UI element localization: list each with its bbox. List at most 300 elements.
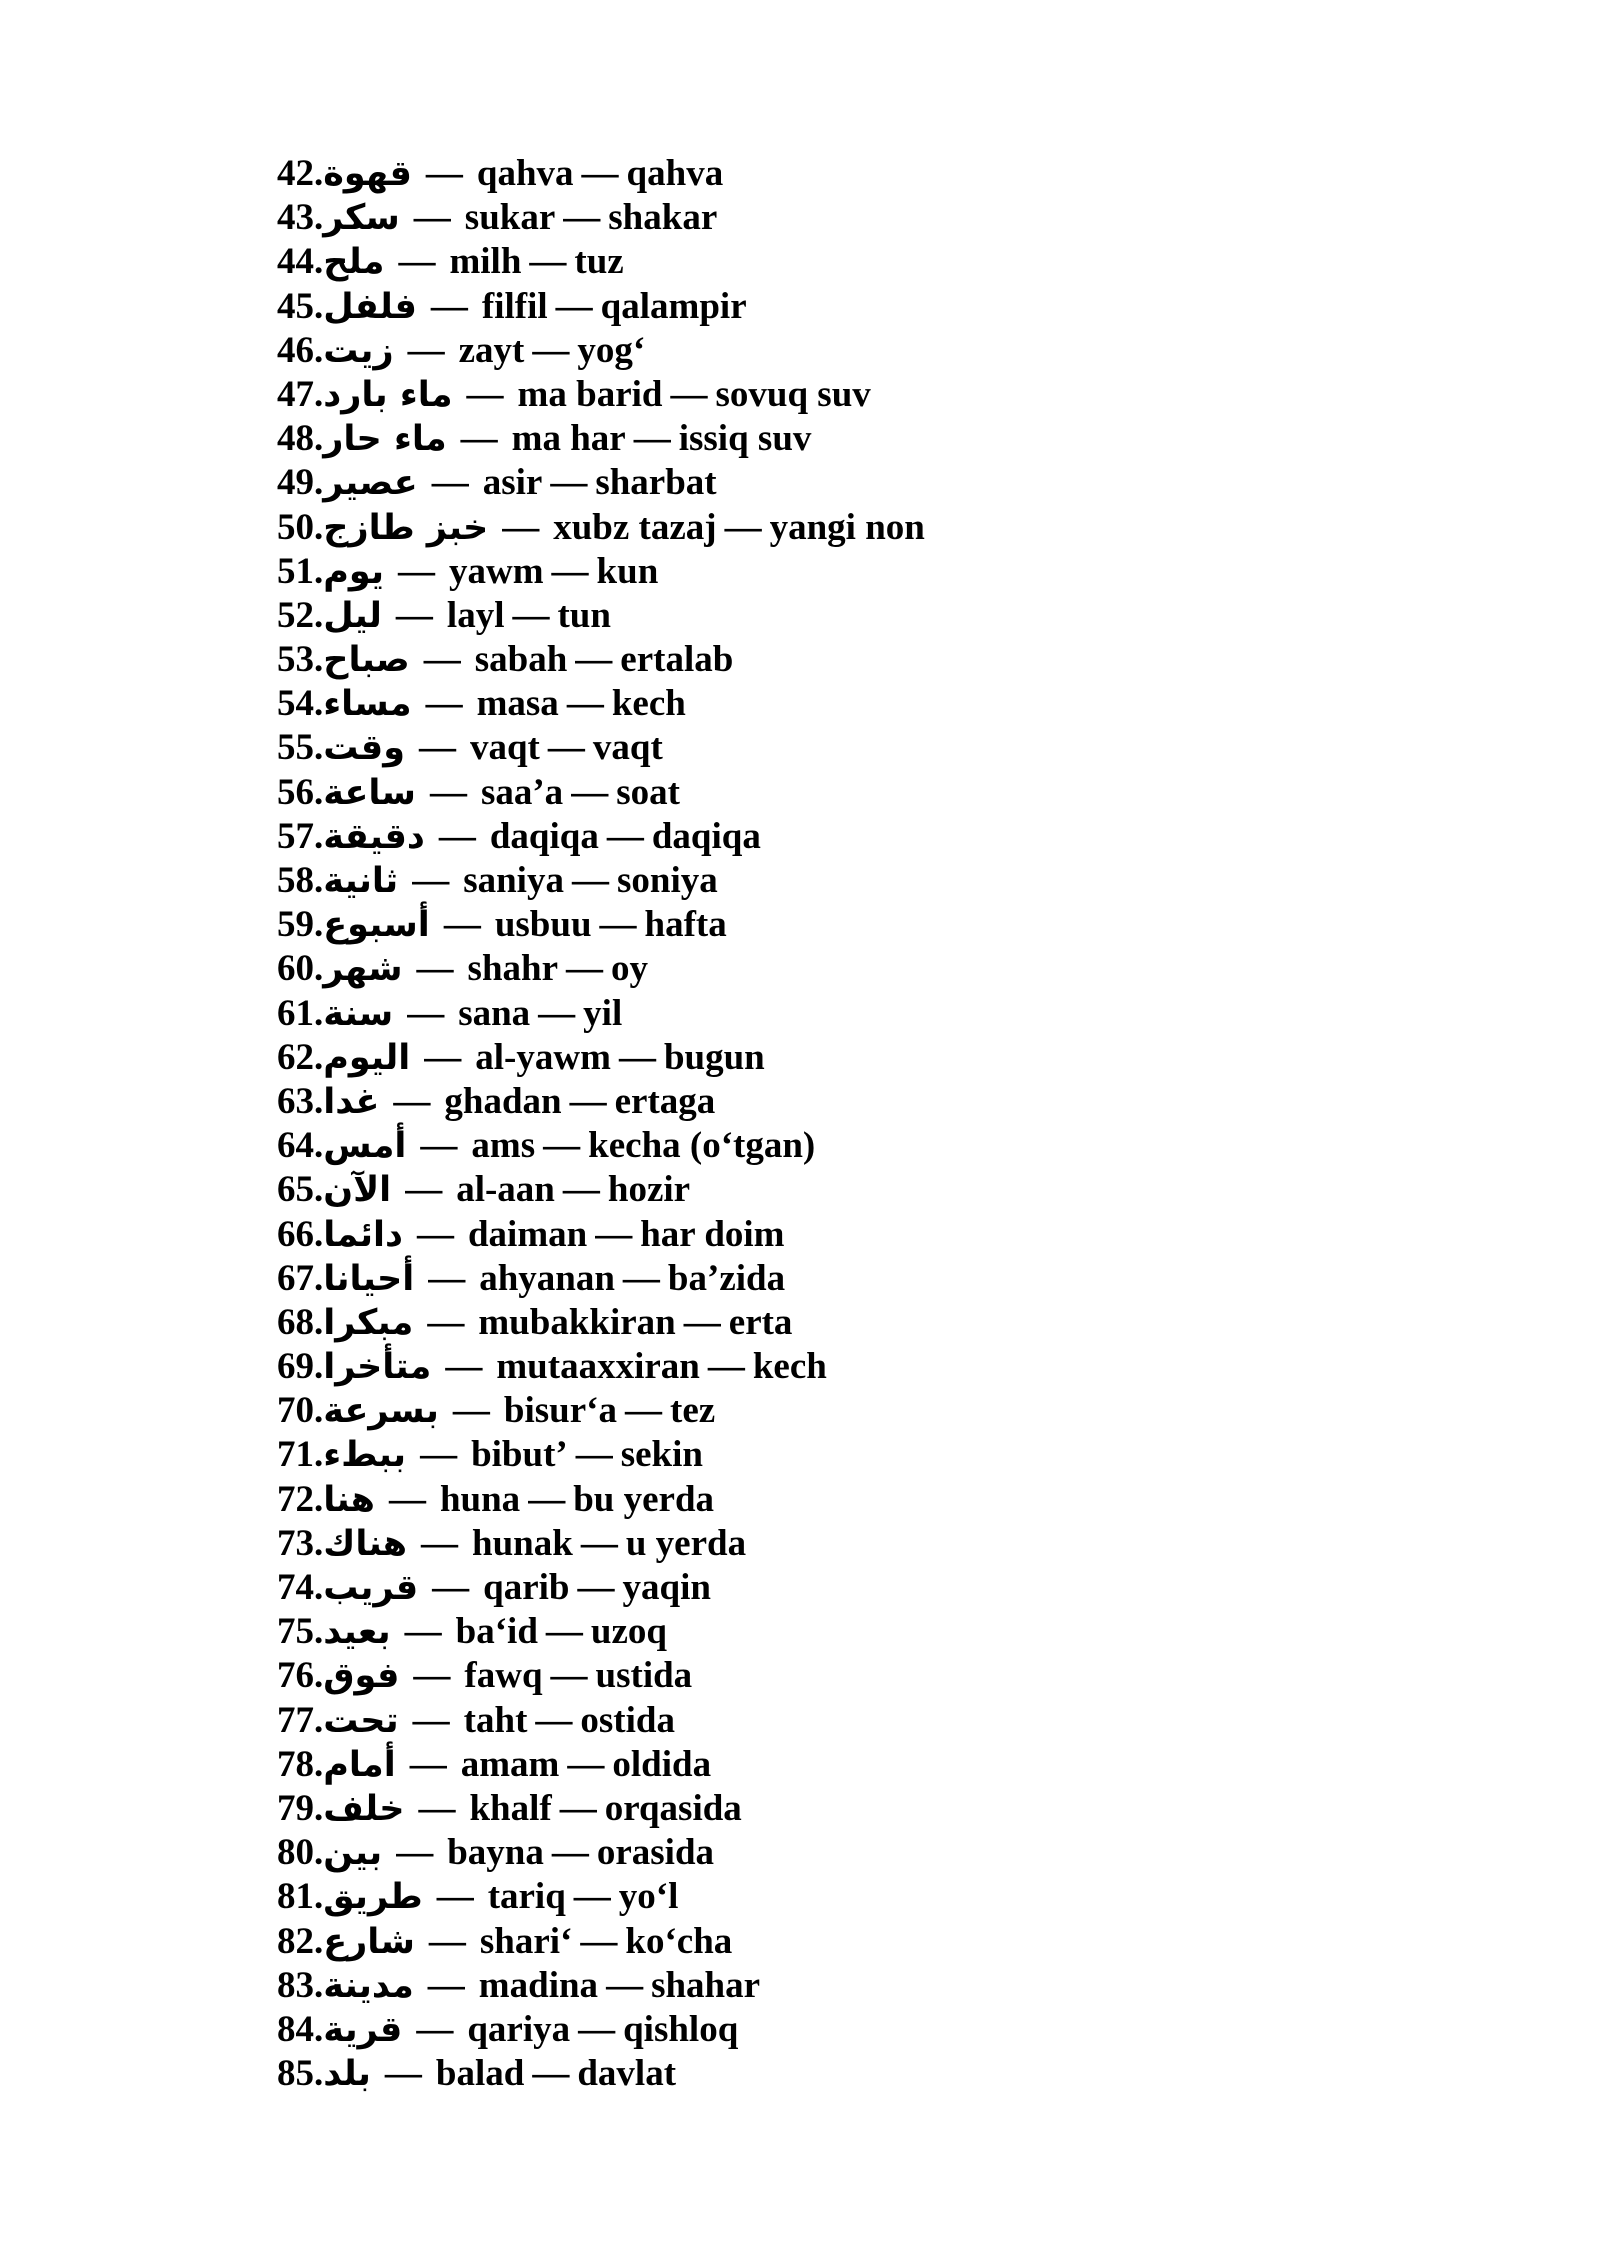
- uzbek-translation: sekin: [620, 1434, 703, 1476]
- dash-separator: —: [432, 1567, 470, 1608]
- dash-separator: —: [466, 373, 504, 415]
- dash-separator: —: [424, 1036, 462, 1078]
- dash-separator: —: [580, 1522, 618, 1564]
- transliteration: usbuu: [494, 904, 592, 946]
- uzbek-translation: ustida: [595, 1655, 693, 1697]
- vocab-entry: [277, 1699, 925, 1743]
- dash-separator: —: [625, 1390, 662, 1432]
- uzbek-translation: yog‘: [577, 329, 646, 371]
- transliteration: balad: [435, 2053, 525, 2095]
- dash-separator: —: [428, 1920, 466, 1962]
- uzbek-translation: ko‘cha: [625, 1920, 733, 1962]
- transliteration: ma har: [511, 418, 626, 460]
- vocabulary-list: [277, 152, 925, 2096]
- transliteration: vaqt: [469, 727, 540, 769]
- vocab-entry: [277, 1301, 925, 1345]
- entry-number: 73.: [277, 1522, 324, 1564]
- dash-separator: —: [547, 727, 585, 769]
- entry-number: 52.: [277, 594, 324, 636]
- dash-separator: —: [550, 1655, 588, 1697]
- uzbek-translation: bu yerda: [573, 1478, 715, 1520]
- dash-separator: —: [420, 1125, 458, 1167]
- uzbek-translation: kun: [596, 550, 659, 592]
- vocab-entry: [277, 1654, 925, 1698]
- arabic-word: أحيانا: [323, 1258, 415, 1299]
- dash-separator: —: [599, 904, 637, 946]
- arabic-word: خلف: [323, 1788, 405, 1829]
- dash-separator: —: [443, 904, 481, 946]
- dash-separator: —: [606, 1964, 644, 2006]
- dash-separator: —: [430, 285, 468, 327]
- dash-separator: —: [416, 948, 454, 990]
- dash-separator: —: [670, 373, 708, 415]
- uzbek-translation: issiq suv: [678, 418, 812, 460]
- entry-number: 85.: [277, 2053, 324, 2095]
- arabic-word: قرية: [323, 2009, 403, 2050]
- dash-separator: —: [566, 683, 604, 725]
- transliteration: mutaaxxiran: [496, 1346, 700, 1388]
- dash-separator: —: [409, 1743, 447, 1785]
- dash-separator: —: [633, 418, 671, 460]
- entry-number: 46.: [277, 329, 324, 371]
- uzbek-translation: ostida: [580, 1699, 675, 1741]
- arabic-word: متأخرا: [323, 1347, 432, 1388]
- transliteration: qarib: [483, 1567, 570, 1608]
- uzbek-translation: vaqt: [592, 727, 663, 769]
- arabic-word: تحت: [323, 1700, 399, 1741]
- entry-number: 59.: [277, 904, 324, 946]
- entry-number: 69.: [277, 1346, 324, 1388]
- dash-separator: —: [418, 727, 456, 769]
- dash-separator: —: [393, 1080, 431, 1122]
- dash-separator: —: [404, 1611, 442, 1653]
- transliteration: yawm: [449, 550, 544, 592]
- vocab-entry: [277, 1036, 925, 1080]
- entry-number: 44.: [277, 241, 324, 283]
- entry-number: 78.: [277, 1743, 324, 1785]
- uzbek-translation: tez: [670, 1390, 716, 1432]
- entry-number: 64.: [277, 1125, 324, 1167]
- transliteration: ma barid: [517, 373, 663, 415]
- transliteration: ams: [471, 1125, 536, 1167]
- transliteration: khalf: [469, 1787, 552, 1829]
- dash-separator: —: [412, 860, 450, 901]
- dash-separator: —: [550, 462, 588, 504]
- dash-separator: —: [445, 1346, 483, 1388]
- arabic-word: ملح: [323, 242, 385, 283]
- transliteration: huna: [439, 1478, 521, 1520]
- uzbek-translation: shakar: [608, 197, 718, 239]
- dash-separator: —: [416, 1213, 454, 1255]
- dash-separator: —: [413, 1655, 451, 1697]
- entry-number: 42.: [277, 153, 324, 194]
- transliteration: sukar: [464, 197, 556, 239]
- entry-number: 48.: [277, 418, 324, 460]
- uzbek-translation: hozir: [607, 1169, 691, 1211]
- vocab-entry: [277, 417, 925, 461]
- vocab-entry: [277, 1389, 925, 1433]
- entry-number: 82.: [277, 1920, 324, 1962]
- entry-number: 83.: [277, 1964, 324, 2006]
- dash-separator: —: [563, 197, 601, 239]
- vocab-entry: [277, 1433, 925, 1477]
- arabic-word: زيت: [323, 330, 394, 371]
- transliteration: qariya: [467, 2008, 571, 2050]
- vocab-entry: [277, 1213, 925, 1257]
- vocab-entry: [277, 196, 925, 240]
- arabic-word: ساعة: [323, 772, 416, 813]
- dash-separator: —: [502, 506, 540, 548]
- arabic-word: طريق: [323, 1877, 423, 1918]
- vocab-entry: [277, 1080, 925, 1124]
- dash-separator: —: [551, 1832, 589, 1874]
- transliteration: mubakkiran: [478, 1301, 676, 1343]
- transliteration: daiman: [467, 1213, 588, 1255]
- vocab-entry: [277, 726, 925, 770]
- uzbek-translation: qalampir: [600, 285, 747, 327]
- vocab-entry: [277, 859, 925, 903]
- transliteration: bibut’: [471, 1434, 568, 1476]
- uzbek-translation: orqasida: [604, 1787, 742, 1829]
- dash-separator: —: [384, 2053, 422, 2095]
- uzbek-translation: sharbat: [595, 462, 717, 504]
- entry-number: 61.: [277, 992, 324, 1034]
- dash-separator: —: [562, 1169, 600, 1211]
- entry-number: 77.: [277, 1699, 324, 1741]
- dash-separator: —: [577, 1567, 615, 1608]
- arabic-word: سنة: [323, 993, 394, 1034]
- vocab-entry: [277, 1257, 925, 1301]
- vocab-entry: [277, 1522, 925, 1566]
- transliteration: fawq: [464, 1655, 543, 1697]
- vocab-entry: [277, 992, 925, 1036]
- dash-separator: —: [618, 1036, 656, 1078]
- vocab-entry: [277, 1875, 925, 1919]
- arabic-word: مدينة: [323, 1965, 414, 2006]
- vocab-entry: [277, 594, 925, 638]
- transliteration: bayna: [447, 1832, 544, 1874]
- uzbek-translation: bugun: [663, 1036, 765, 1078]
- dash-separator: —: [398, 550, 435, 592]
- dash-separator: —: [420, 1434, 458, 1476]
- uzbek-translation: oy: [611, 948, 649, 990]
- uzbek-translation: u yerda: [625, 1522, 747, 1564]
- transliteration: asir: [482, 462, 543, 504]
- transliteration: saa’a: [480, 771, 564, 813]
- entry-number: 79.: [277, 1787, 324, 1829]
- vocab-entry: [277, 903, 925, 947]
- transliteration: masa: [476, 683, 559, 725]
- dash-separator: —: [575, 1434, 613, 1476]
- dash-separator: —: [428, 1257, 466, 1299]
- vocab-entry: [277, 152, 925, 196]
- transliteration: sana: [458, 992, 531, 1034]
- dash-separator: —: [418, 1787, 456, 1829]
- arabic-word: شهر: [323, 949, 403, 990]
- transliteration: xubz tazaj: [553, 506, 717, 548]
- arabic-word: فوق: [323, 1656, 400, 1697]
- dash-separator: —: [578, 2008, 616, 2050]
- uzbek-translation: yangi non: [769, 506, 925, 548]
- entry-number: 62.: [277, 1036, 324, 1078]
- transliteration: ghadan: [444, 1080, 562, 1122]
- transliteration: shari‘: [479, 1920, 573, 1962]
- transliteration: madina: [478, 1964, 599, 2006]
- entry-number: 72.: [277, 1478, 324, 1520]
- vocab-entry: [277, 461, 925, 505]
- vocab-entry: [277, 1964, 925, 2008]
- uzbek-translation: kech: [752, 1346, 827, 1388]
- dash-separator: —: [532, 2053, 570, 2095]
- entry-number: 70.: [277, 1390, 324, 1432]
- arabic-word: فلفل: [323, 286, 417, 327]
- transliteration: hunak: [472, 1522, 573, 1564]
- dash-separator: —: [567, 1743, 605, 1785]
- dash-separator: —: [575, 639, 613, 681]
- dash-separator: —: [427, 1301, 465, 1343]
- dash-separator: —: [580, 1920, 618, 1962]
- vocab-entry: [277, 1124, 925, 1168]
- uzbek-translation: ertaga: [614, 1080, 716, 1122]
- arabic-word: بين: [323, 1833, 383, 1874]
- vocab-entry: [277, 1345, 925, 1389]
- arabic-word: اليوم: [323, 1037, 411, 1078]
- entry-number: 53.: [277, 639, 324, 681]
- entry-number: 55.: [277, 727, 324, 769]
- uzbek-translation: kecha (o‘tgan): [588, 1125, 816, 1167]
- entry-number: 51.: [277, 550, 324, 592]
- arabic-word: أمس: [323, 1126, 407, 1167]
- arabic-word: شارع: [323, 1921, 415, 1962]
- arabic-word: غدا: [323, 1081, 380, 1122]
- vocab-entry: [277, 771, 925, 815]
- dash-separator: —: [416, 2008, 454, 2050]
- dash-separator: —: [569, 1080, 607, 1122]
- dash-separator: —: [683, 1301, 721, 1343]
- dash-separator: —: [425, 683, 463, 725]
- dash-separator: —: [595, 1213, 633, 1255]
- vocab-entry: [277, 1920, 925, 1964]
- dash-separator: —: [423, 639, 461, 681]
- dash-separator: —: [573, 1876, 611, 1918]
- arabic-word: سكر: [323, 198, 400, 239]
- dash-separator: —: [407, 992, 445, 1034]
- dash-separator: —: [421, 1522, 459, 1564]
- entry-number: 49.: [277, 462, 324, 504]
- arabic-word: وقت: [323, 728, 405, 769]
- arabic-word: يوم: [323, 551, 384, 592]
- dash-separator: —: [438, 815, 476, 857]
- dash-separator: —: [529, 241, 567, 283]
- dash-separator: —: [543, 1125, 581, 1167]
- entry-number: 47.: [277, 373, 324, 415]
- transliteration: sabah: [474, 639, 568, 681]
- vocab-entry: [277, 1831, 925, 1875]
- uzbek-translation: oldida: [612, 1743, 712, 1785]
- transliteration: filfil: [481, 285, 548, 327]
- transliteration: layl: [446, 594, 505, 636]
- arabic-word: هناك: [323, 1523, 408, 1564]
- arabic-word: بعيد: [323, 1612, 391, 1653]
- dash-separator: —: [388, 1478, 426, 1520]
- arabic-word: قهوة: [323, 154, 412, 194]
- vocab-entry: [277, 506, 925, 550]
- uzbek-translation: qahva: [626, 153, 724, 194]
- transliteration: ba‘id: [455, 1611, 538, 1653]
- uzbek-translation: davlat: [577, 2053, 677, 2095]
- dash-separator: —: [413, 197, 451, 239]
- uzbek-translation: orasida: [596, 1832, 715, 1874]
- arabic-word: ثانية: [323, 861, 399, 901]
- entry-number: 58.: [277, 860, 324, 901]
- transliteration: zayt: [458, 329, 525, 371]
- transliteration: taht: [463, 1699, 528, 1741]
- dash-separator: —: [396, 1832, 434, 1874]
- dash-separator: —: [606, 815, 644, 857]
- entry-number: 43.: [277, 197, 324, 239]
- dash-separator: —: [545, 1611, 583, 1653]
- transliteration: bisur‘a: [503, 1390, 617, 1432]
- transliteration: daqiqa: [489, 815, 599, 857]
- dash-separator: —: [559, 1787, 597, 1829]
- transliteration: qahva: [476, 153, 574, 194]
- entry-number: 75.: [277, 1611, 324, 1653]
- vocab-entry: [277, 329, 925, 373]
- vocab-entry: [277, 2052, 925, 2096]
- dash-separator: —: [398, 241, 436, 283]
- uzbek-translation: soat: [616, 771, 680, 813]
- entry-number: 56.: [277, 771, 324, 813]
- dash-separator: —: [429, 771, 467, 813]
- dash-separator: —: [555, 285, 593, 327]
- uzbek-translation: erta: [728, 1301, 793, 1343]
- arabic-word: دقيقة: [323, 816, 425, 857]
- arabic-word: بلد: [323, 2054, 371, 2095]
- uzbek-translation: soniya: [616, 860, 718, 901]
- arabic-word: مساء: [323, 684, 412, 725]
- dash-separator: —: [724, 506, 762, 548]
- vocab-entry: [277, 1743, 925, 1787]
- transliteration: al-yawm: [475, 1036, 611, 1078]
- arabic-word: خبز طازج: [323, 507, 489, 548]
- arabic-word: بسرعة: [323, 1391, 439, 1432]
- vocab-entry: [277, 240, 925, 284]
- entry-number: 76.: [277, 1655, 324, 1697]
- entry-number: 60.: [277, 948, 324, 990]
- dash-separator: —: [407, 329, 445, 371]
- entry-number: 50.: [277, 506, 324, 548]
- uzbek-translation: tun: [557, 594, 611, 636]
- entry-number: 84.: [277, 2008, 324, 2050]
- vocab-entry: [277, 373, 925, 417]
- transliteration: amam: [460, 1743, 560, 1785]
- entry-number: 67.: [277, 1257, 324, 1299]
- dash-separator: —: [532, 329, 570, 371]
- uzbek-translation: tuz: [574, 241, 624, 283]
- dash-separator: —: [571, 771, 609, 813]
- uzbek-translation: sovuq suv: [715, 373, 871, 415]
- entry-number: 63.: [277, 1080, 324, 1122]
- entry-number: 74.: [277, 1567, 324, 1608]
- vocab-entry: [277, 1478, 925, 1522]
- vocab-entry: [277, 815, 925, 859]
- uzbek-translation: shahar: [651, 1964, 761, 2006]
- arabic-word: ماء بارد: [323, 374, 453, 415]
- dash-separator: —: [581, 153, 619, 194]
- arabic-word: أسبوع: [323, 905, 430, 946]
- vocab-entry: [277, 285, 925, 329]
- entry-number: 65.: [277, 1169, 324, 1211]
- uzbek-translation: har doim: [640, 1213, 785, 1255]
- dash-separator: —: [395, 594, 433, 636]
- vocab-entry: [277, 1610, 925, 1654]
- dash-separator: —: [452, 1390, 490, 1432]
- uzbek-translation: yo‘l: [618, 1876, 679, 1918]
- entry-number: 66.: [277, 1213, 324, 1255]
- dash-separator: —: [535, 1699, 573, 1741]
- arabic-word: أمام: [323, 1744, 396, 1785]
- dash-separator: —: [571, 860, 609, 901]
- uzbek-translation: qishloq: [623, 2008, 739, 2050]
- arabic-word: الآن: [323, 1170, 392, 1211]
- dash-separator: —: [566, 948, 604, 990]
- transliteration: milh: [449, 241, 522, 283]
- arabic-word: مبكرا: [323, 1302, 414, 1343]
- dash-separator: —: [512, 594, 550, 636]
- vocab-entry: [277, 1168, 925, 1212]
- uzbek-translation: hafta: [644, 904, 727, 946]
- vocab-entry: [277, 1566, 925, 1610]
- uzbek-translation: yil: [583, 992, 623, 1034]
- entry-number: 45.: [277, 285, 324, 327]
- dash-separator: —: [436, 1876, 474, 1918]
- dash-separator: —: [528, 1478, 566, 1520]
- entry-number: 71.: [277, 1434, 324, 1476]
- entry-number: 80.: [277, 1832, 324, 1874]
- arabic-word: ليل: [323, 595, 382, 636]
- arabic-word: ببطء: [323, 1435, 407, 1476]
- entry-number: 68.: [277, 1301, 324, 1343]
- entry-number: 81.: [277, 1876, 324, 1918]
- vocab-entry: [277, 1787, 925, 1831]
- transliteration: al-aan: [456, 1169, 555, 1211]
- entry-number: 57.: [277, 815, 324, 857]
- vocab-entry: [277, 2008, 925, 2052]
- uzbek-translation: ba’zida: [667, 1257, 786, 1299]
- dash-separator: —: [431, 462, 469, 504]
- uzbek-translation: ertalab: [620, 639, 734, 681]
- dash-separator: —: [538, 992, 576, 1034]
- dash-separator: —: [425, 153, 463, 194]
- vocab-entry: [277, 947, 925, 991]
- dash-separator: —: [405, 1169, 443, 1211]
- arabic-word: ماء حار: [323, 419, 447, 460]
- transliteration: shahr: [467, 948, 559, 990]
- entry-number: 54.: [277, 683, 324, 725]
- uzbek-translation: kech: [611, 683, 686, 725]
- arabic-word: عصير: [323, 463, 418, 504]
- dash-separator: —: [460, 418, 498, 460]
- uzbek-translation: uzoq: [590, 1611, 667, 1653]
- vocab-entry: [277, 682, 925, 726]
- vocab-entry: [277, 638, 925, 682]
- arabic-word: صباح: [323, 640, 410, 681]
- arabic-word: دائما: [323, 1214, 403, 1255]
- dash-separator: —: [622, 1257, 660, 1299]
- transliteration: ahyanan: [479, 1257, 615, 1299]
- uzbek-translation: daqiqa: [651, 815, 761, 857]
- transliteration: saniya: [463, 860, 564, 901]
